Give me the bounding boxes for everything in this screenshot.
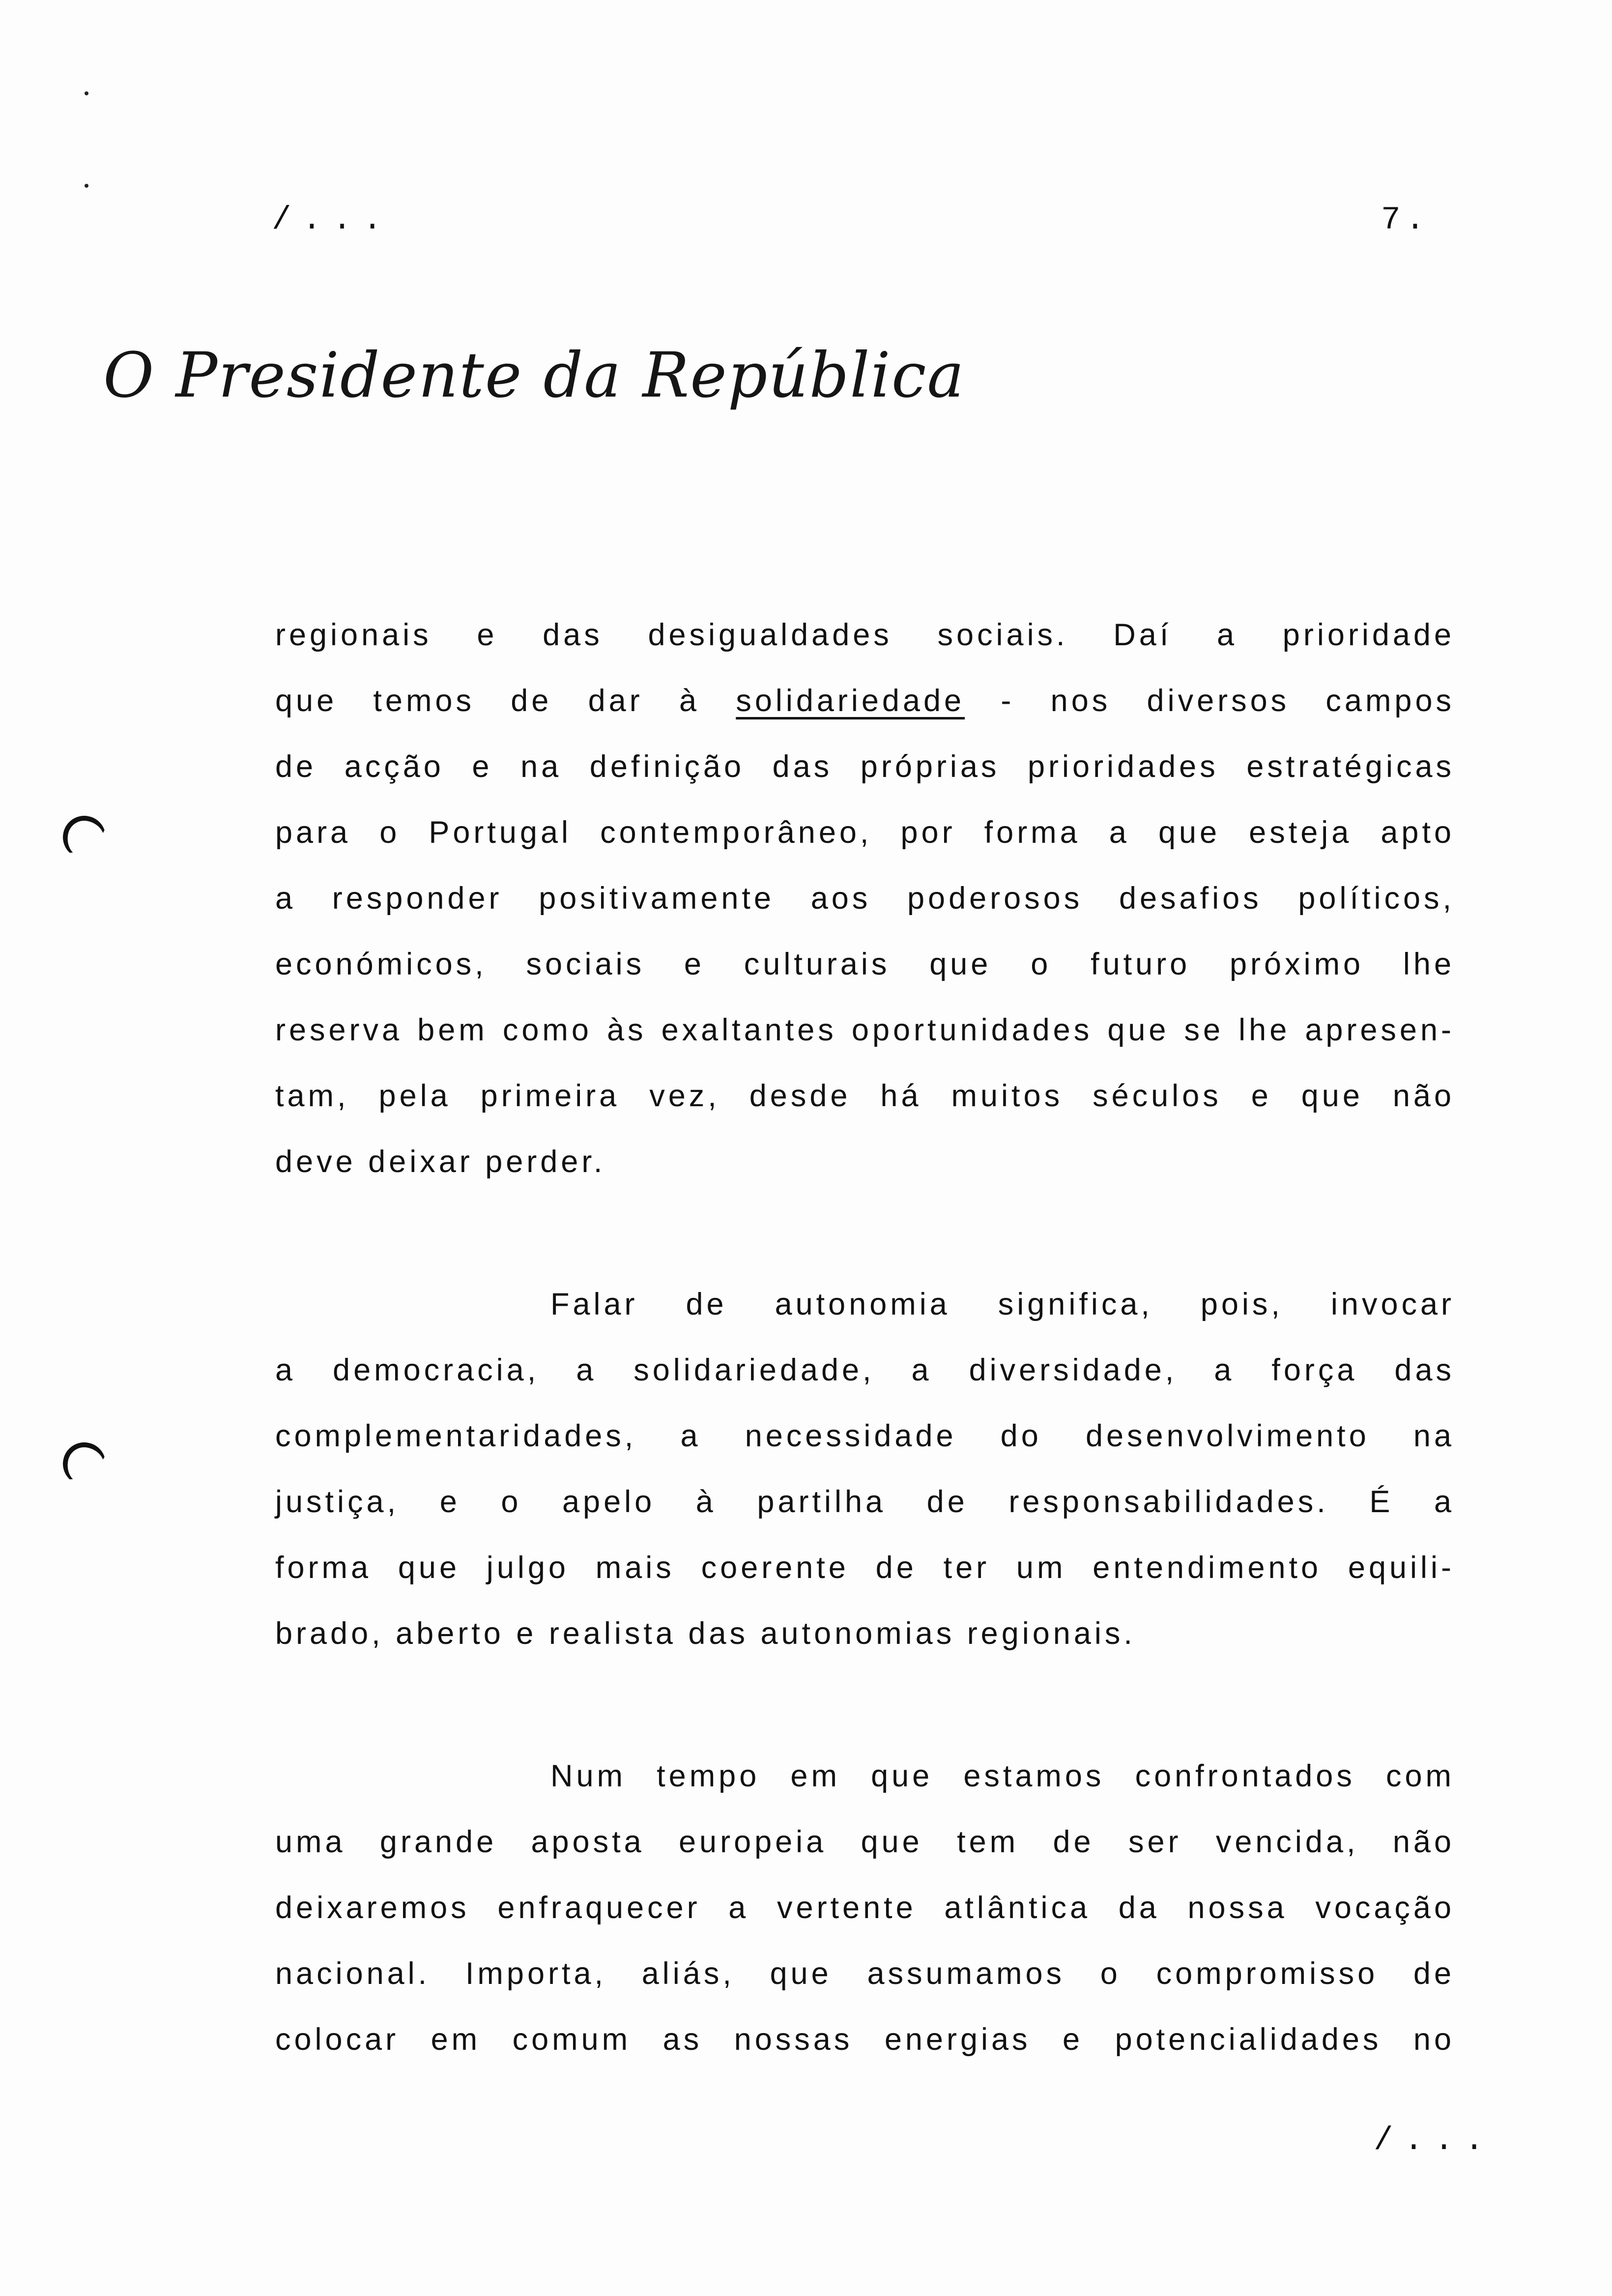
text-line: a responder positivamente aos poderosos desafios políticos, — [275, 881, 1455, 916]
text-line: tam, pela primeira vez, desde há muitos séculos e que não — [275, 1079, 1455, 1113]
letterhead: O Presidente da República — [103, 339, 965, 411]
body-text — [275, 602, 1455, 2149]
scan-speck — [85, 184, 88, 188]
text-line: que temos de dar à solidariedade - nos diversos campos — [275, 684, 1455, 718]
paragraph — [275, 1743, 1455, 2072]
paragraph — [275, 1271, 1455, 1666]
text-line: brado, aberto e realista das autonomias regionais. — [275, 1616, 1136, 1651]
text-line: colocar em comum as nossas energias e potencialidades no — [275, 2022, 1455, 2057]
text-line: reserva bem como às exaltantes oportunidades que se lhe apresen- — [275, 1013, 1455, 1047]
paragraph — [275, 602, 1455, 1195]
text-line: Falar de autonomia significa, pois, invocar — [550, 1287, 1455, 1321]
text-line: para o Portugal contemporâneo, por forma a que esteja apto — [275, 815, 1455, 850]
underlined-word: solidariedade — [736, 684, 965, 718]
text-line: justiça, e o apelo à partilha de responsabilidades. É a — [275, 1485, 1455, 1519]
text-line: regionais e das desigualdades sociais. Daí a prioridade — [275, 618, 1455, 652]
text-line: deve deixar perder. — [275, 1145, 606, 1179]
punch-hole-mark — [59, 1438, 110, 1489]
continuation-mark-top: /... — [272, 201, 393, 238]
text-line: Num tempo em que estamos confrontados com — [550, 1759, 1455, 1793]
text-line: uma grande aposta europeia que tem de ser vencida, não — [275, 1825, 1455, 1859]
text-line: complementaridades, a necessidade do desenvolvimento na — [275, 1419, 1455, 1453]
punch-hole-mark — [59, 812, 110, 862]
text-line: forma que julgo mais coerente de ter um entendimento equili- — [275, 1550, 1455, 1585]
text-line: económicos, sociais e culturais que o futuro próximo lhe — [275, 947, 1455, 981]
scan-speck — [85, 91, 88, 95]
text-line: nacional. Importa, aliás, que assumamos o compromisso de — [275, 1956, 1455, 1991]
text-line: deixaremos enfraquecer a vertente atlântica da nossa vocação — [275, 1891, 1455, 1925]
continuation-mark-bottom: /... — [1374, 2122, 1495, 2159]
page-number: 7. — [1381, 201, 1430, 238]
text-line: de acção e na definição das próprias prioridades estratégicas — [275, 749, 1455, 784]
text-line: a democracia, a solidariedade, a diversidade, a força das — [275, 1353, 1455, 1387]
